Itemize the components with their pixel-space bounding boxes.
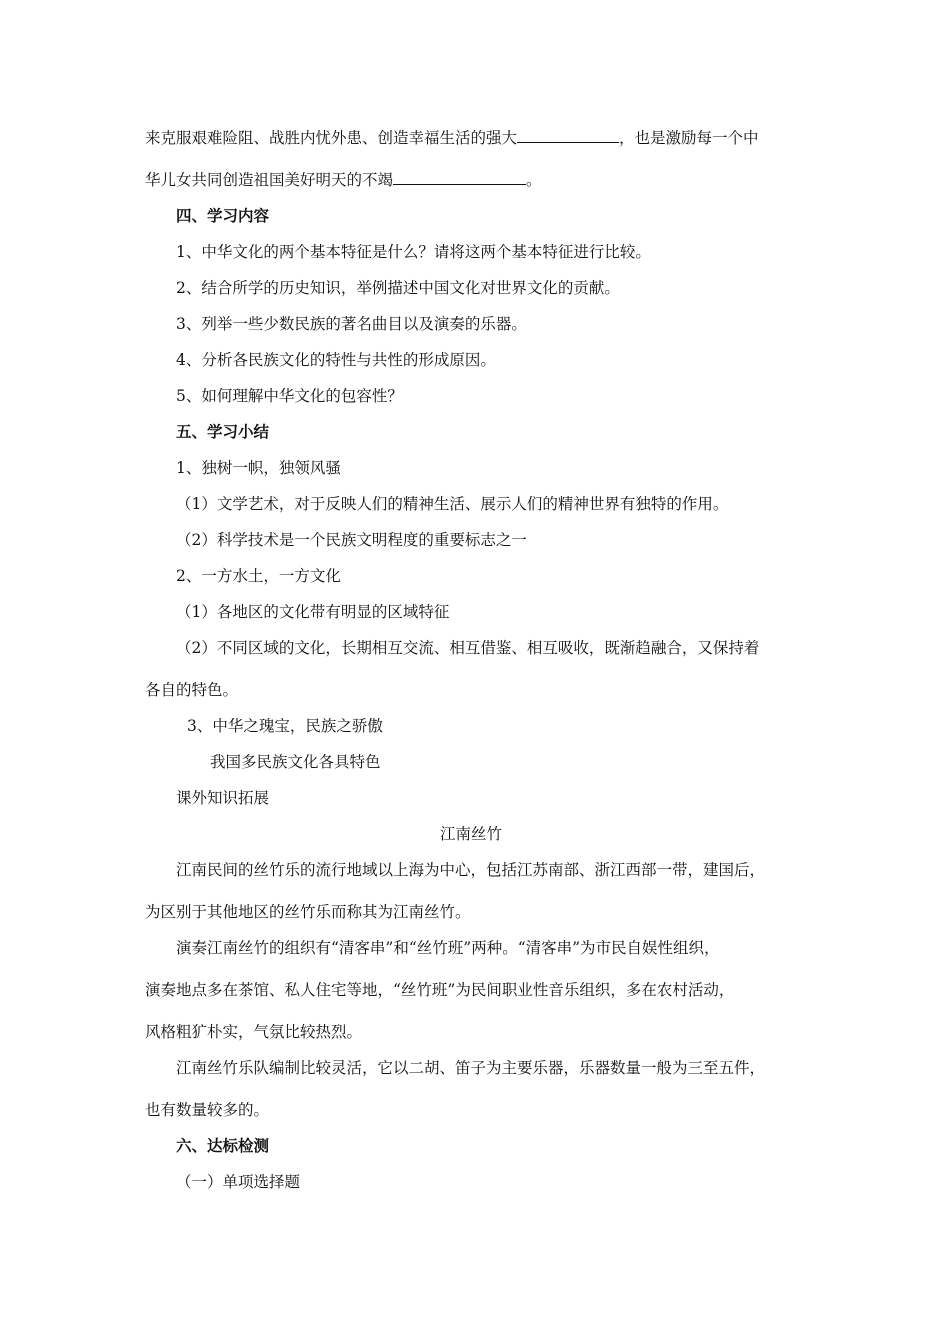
study-item-2: 2、结合所学的历史知识，举例描述中国文化对世界文化的贡献。 (176, 279, 620, 297)
summary-item-2: 2、一方水土，一方文化 (176, 567, 341, 585)
extension-title: 江南丝竹 (440, 825, 503, 843)
summary-item-2-sub-1: （1）各地区的文化带有明显的区域特征 (176, 603, 450, 621)
summary-item-1-sub-2: （2）科学技术是一个民族文明程度的重要标志之一 (176, 531, 527, 549)
section-5-heading: 五、学习小结 (176, 422, 270, 441)
section-6-sub-heading: （一）单项选择题 (176, 1173, 301, 1191)
extension-p2-line-1: 演奏江南丝竹的组织有“清客串”和“丝竹班”两种。“清客串”为市民自娱性组织， (176, 939, 720, 957)
fill-in-blank-2[interactable] (393, 170, 526, 185)
summary-item-2-sub-2-line-1: （2）不同区域的文化，长期相互交流、相互借鉴、相互吸收，既渐趋融合，又保持着 (176, 639, 760, 657)
summary-item-1: 1、独树一帜，独领风骚 (176, 459, 341, 477)
intro-line-2-text-a: 华儿女共同创造祖国美好明天的不竭 (145, 171, 394, 189)
intro-line-2-text-b: 。 (526, 171, 542, 189)
extension-p2-line-3: 风格粗犷朴实，气氛比较热烈。 (145, 1023, 363, 1041)
extension-p2-line-2: 演奏地点多在茶馆、私人住宅等地，“丝竹班”为民间职业性音乐组织，多在农村活动， (145, 981, 735, 999)
study-item-5: 5、如何理解中华文化的包容性？ (176, 387, 403, 405)
extension-label: 课外知识拓展 (176, 789, 270, 807)
extension-p3-line-1: 江南丝竹乐队编制比较灵活，它以二胡、笛子为主要乐器，乐器数量一般为三至五件， (176, 1059, 766, 1077)
section-6-heading: 六、达标检测 (176, 1136, 270, 1155)
intro-line-1-text-a: 来克服艰难险阻、战胜内忧外患、创造幸福生活的强大 (145, 129, 518, 147)
section-4-heading: 四、学习内容 (176, 206, 270, 225)
extension-p1-line-1: 江南民间的丝竹乐的流行地域以上海为中心，包括江苏南部、浙江西部一带，建国后， (176, 861, 766, 879)
study-item-4: 4、分析各民族文化的特性与共性的形成原因。 (176, 351, 496, 369)
fill-in-blank-1[interactable] (517, 128, 619, 143)
study-item-3: 3、列举一些少数民族的著名曲目以及演奏的乐器。 (176, 315, 527, 333)
intro-line-1-text-b: ，也是激励每一个中 (619, 129, 759, 147)
summary-item-2-sub-2-line-2: 各自的特色。 (145, 681, 239, 699)
intro-line-2 (145, 170, 542, 190)
summary-item-3-sub: 我国多民族文化各具特色 (210, 753, 381, 771)
extension-p3-line-2: 也有数量较多的。 (145, 1101, 270, 1119)
extension-p1-line-2: 为区别于其他地区的丝竹乐而称其为江南丝竹。 (145, 903, 471, 921)
summary-item-3: 3、中华之瑰宝，民族之骄傲 (187, 717, 383, 735)
summary-item-1-sub-1: （1）文学艺术，对于反映人们的精神生活、展示人们的精神世界有独特的作用。 (176, 495, 729, 513)
intro-line-1 (145, 128, 759, 148)
study-item-1: 1、中华文化的两个基本特征是什么？请将这两个基本特征进行比较。 (176, 243, 651, 261)
